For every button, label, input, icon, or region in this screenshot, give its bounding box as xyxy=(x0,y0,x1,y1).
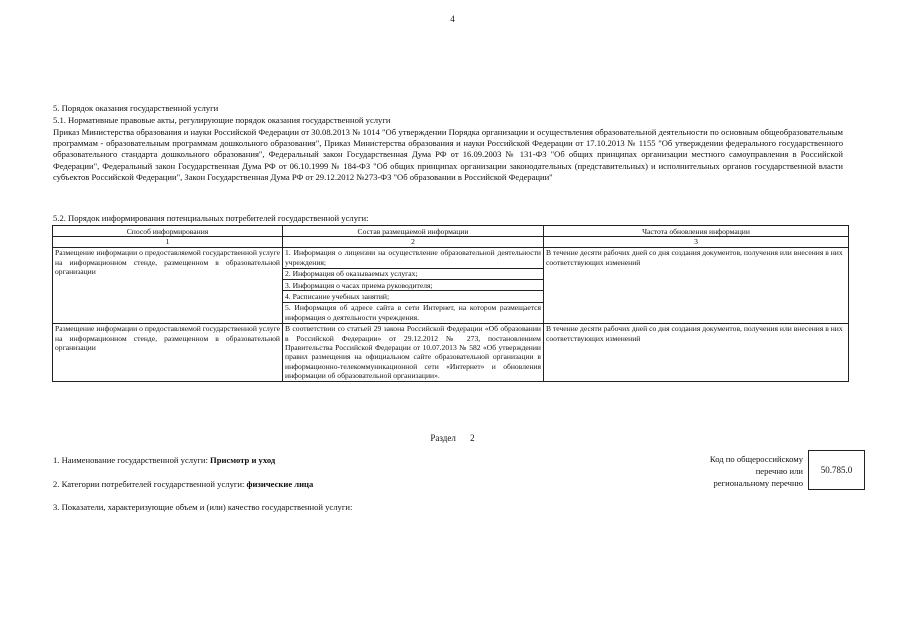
header-content: Состав размещаемой информации xyxy=(283,226,544,237)
consumers-value: физические лица xyxy=(246,479,314,489)
consumers-label: 2. Категории потребителей государственной услуги: xyxy=(53,479,245,489)
content-item: 1. Информация о лицензии на осуществление образовательной деятельности учреждения; xyxy=(285,248,541,267)
content-item: 5. Информация об адресе сайта в сети Интернет, на котором размещается информация о деятельности учреждения. xyxy=(285,303,541,322)
header-frequency: Частота обновления информации xyxy=(544,226,849,237)
section-number: 2 xyxy=(470,433,475,443)
content-cell: В соответствии со статьей 29 закона Российской Федерации «Об образовании в Российской Федерации» от 29.12.2012 № 273, постановлением Правительства Российской Федерации от 10.07.2013 № 582 «Об утверждении правил размещения на официальном сайте образовательной организации в информационно-телекоммуникационной сети «Интернет» и обновления информации об образовательной организации». xyxy=(283,323,544,381)
method-cell: Размещение информации о предоставляемой государственной услуге на информационном стенде, размещенном в образовательной организации xyxy=(53,323,283,381)
column-number: 1 xyxy=(53,237,283,247)
header-method: Способ информирования xyxy=(53,226,283,237)
page-number: 4 xyxy=(450,14,455,24)
table-number-row xyxy=(53,237,849,247)
information-table xyxy=(52,225,849,382)
frequency-cell: В течение десяти рабочих дней со дня создания документов, получения или внесения в них соответствующих изменений xyxy=(544,323,849,381)
column-number: 2 xyxy=(283,237,544,247)
service-name-line xyxy=(53,455,275,466)
content-item: 2. Информация об оказываемых услугах; xyxy=(283,269,543,280)
method-cell: Размещение информации о предоставляемой государственной услуге на информационном стенде, размещенном в образовательной организации xyxy=(53,247,283,323)
table-row xyxy=(53,323,849,381)
code-label-line: перечню или xyxy=(755,466,803,476)
section-title xyxy=(0,433,905,443)
code-label xyxy=(640,453,803,489)
legal-acts-text: Приказ Министерства образования и науки Российской Федерации от 30.08.2013 № 1014 "Об утверждении Порядка организации и осуществления образовательной деятельности по основным общеобразовательным программам - образовательным программам дошкольного образования", Приказ Министерства образования и науки Российской Федерации от 17.10.2013 № 1155 "Об утверждении федерального государственного образовательного стандарта дошкольного образования", Федеральный закон Государственная Дума РФ от 16.09.2003 № 131-ФЗ "Об общих принципах организации местного самоуправления в Российской Федерации", Федеральный закон Государственная Дума РФ от 06.10.1999 № 184-ФЗ "Об общих принципах организации законодательных (представительных) и исполнительных органов государственной власти субъектов Российской Федерации", Закон Государственная Дума РФ от 29.12.2012 №273-ФЗ "Об образовании в Российской Федерации" xyxy=(53,127,843,182)
code-label-line: региональному перечню xyxy=(713,478,803,488)
consumers-line xyxy=(53,479,313,490)
section-5-heading: 5. Порядок оказания государственной услуги xyxy=(53,103,219,113)
service-name-label: 1. Наименование государственной услуги: xyxy=(53,455,208,465)
table-header-row xyxy=(53,226,849,237)
indicators-line: 3. Показатели, характеризующие объем и (или) качество государственной услуги: xyxy=(53,502,353,512)
section-5-1-heading: 5.1. Нормативные правовые акты, регулирующие порядок оказания государственной услуги xyxy=(53,115,391,125)
service-name-value: Присмотр и уход xyxy=(210,455,276,465)
column-number: 3 xyxy=(544,237,849,247)
table-row xyxy=(53,247,849,323)
section-word: Раздел xyxy=(430,433,456,443)
code-label-line: Код по общероссийскому xyxy=(709,454,803,464)
section-5-2-heading: 5.2. Порядок информирования потенциальных потребителей государственной услуги: xyxy=(53,213,369,223)
content-cell xyxy=(283,247,544,323)
content-item: 4. Расписание учебных занятий; xyxy=(283,291,543,302)
content-item: 3. Информация о часах приема руководителя; xyxy=(283,280,543,291)
frequency-cell: В течение десяти рабочих дней со дня создания документов, получения или внесения в них соответствующих изменений xyxy=(544,247,849,323)
code-box: 50.785.0 xyxy=(808,450,865,490)
